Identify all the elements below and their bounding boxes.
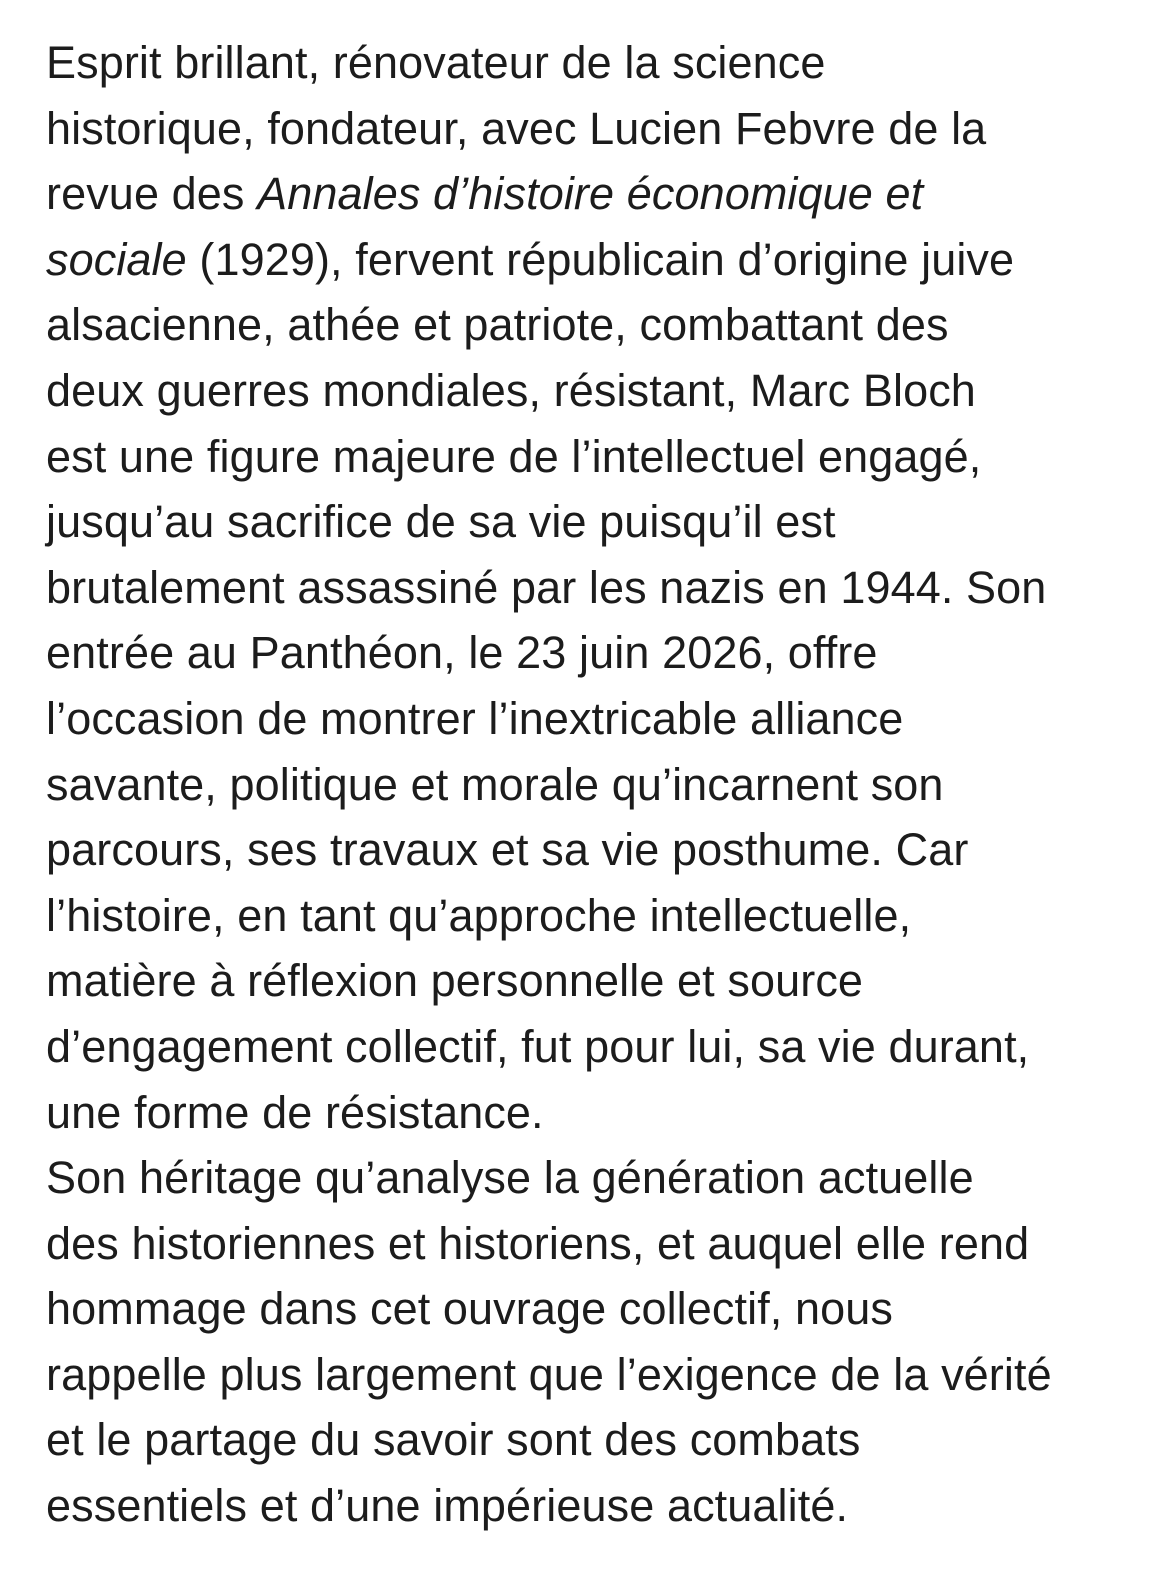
text-line: rappelle plus largement que l’exigence de la vérité [46,1348,1052,1400]
text-line: historique, fondateur, avec Lucien Febvre de la [46,102,987,154]
text-line: parcours, ses travaux et sa vie posthume. Car [46,824,969,876]
text-line: essentiels et d’une impérieuse actualité. [46,1480,849,1532]
text-line: hommage dans cet ouvrage collectif, nous [46,1283,893,1335]
text-line: jusqu’au sacrifice de sa vie puisqu’il est [46,496,836,548]
text-line: deux guerres mondiales, résistant, Marc Bloch [46,364,976,416]
text-line: l’histoire, en tant qu’approche intellectuelle, [46,889,912,941]
text-line: d’engagement collectif, fut pour lui, sa vie durant, [46,1020,1030,1072]
text-line: matière à réflexion personnelle et source [46,955,864,1007]
body-text [46,30,1156,1539]
text-line: est une figure majeure de l’intellectuel engagé, [46,430,982,482]
journal-title-italic: Annales d’histoire économique et [257,168,924,220]
text-line: brutalement assassiné par les nazis en 1944. Son [46,561,1047,613]
text-segment: revue des [46,168,258,220]
text-line [46,161,1156,227]
text-line: Esprit brillant, rénovateur de la science [46,37,826,88]
journal-title-italic: sociale [46,233,187,285]
text-line: des historiennes et historiens, et auquel elle rend [46,1217,1030,1269]
text-line: une forme de résistance. [46,1086,544,1138]
text-line: l’occasion de montrer l’inextricable alliance [46,692,904,744]
text-line: et le partage du savoir sont des combats [46,1414,861,1466]
text-line: entrée au Panthéon, le 23 juin 2026, offre [46,627,878,679]
text-line [46,227,1156,293]
text-line: Son héritage qu’analyse la génération actuelle [46,1152,974,1204]
text-line: alsacienne, athée et patriote, combattant des [46,299,949,351]
text-segment: (1929), fervent républicain d’origine juive [186,233,1015,285]
text-line: savante, politique et morale qu’incarnent son [46,758,944,810]
